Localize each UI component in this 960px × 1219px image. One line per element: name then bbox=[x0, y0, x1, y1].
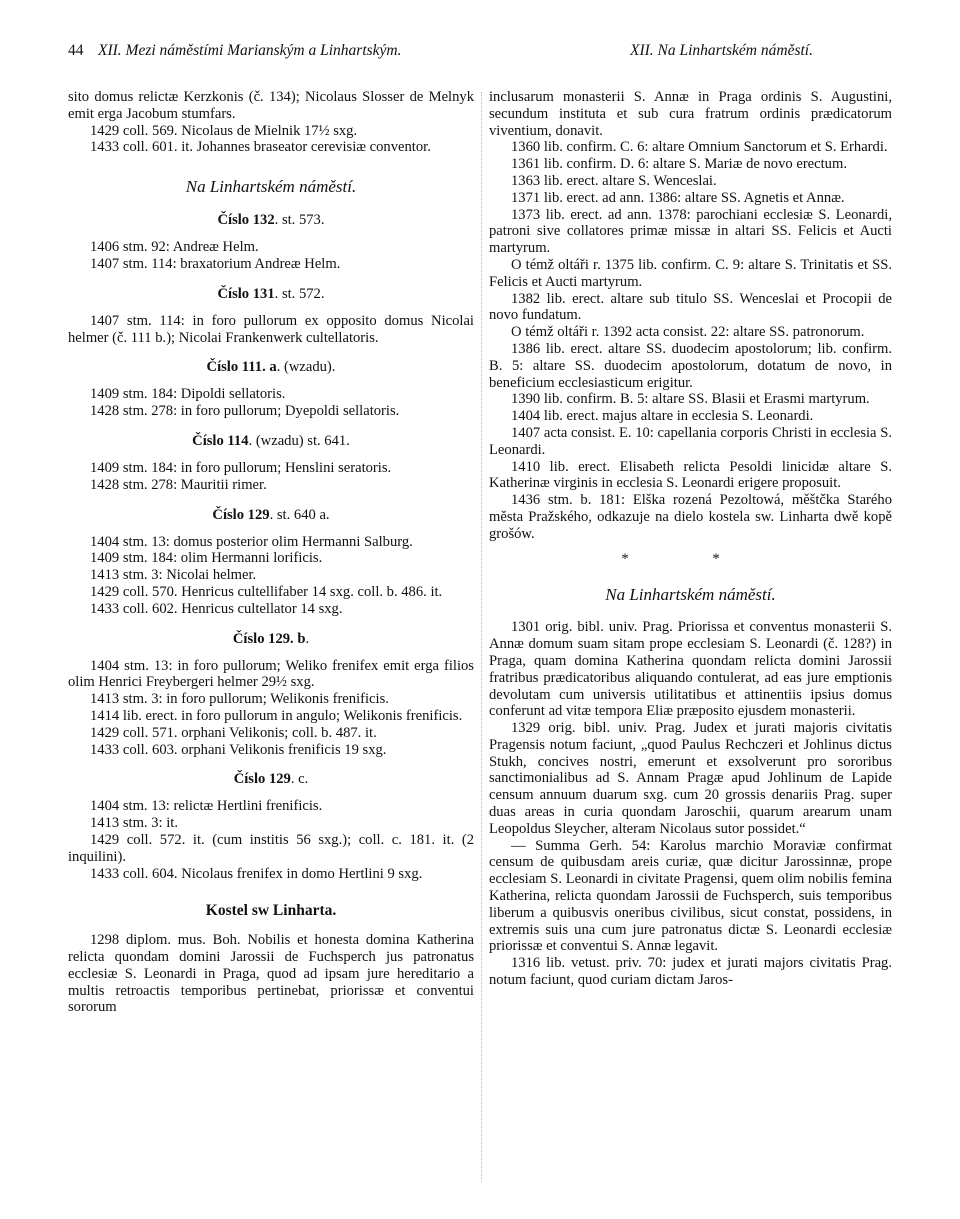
entry: 1433 coll. 604. Nicolaus frenifex in domo Hertlini 9 sxg. bbox=[90, 865, 423, 882]
entry: 1382 lib. erect. altare sub titulo SS. Wenceslai et Procopii de novo fundatum. bbox=[489, 290, 892, 324]
entry: 1429 coll. 570. Henricus cultellifaber 14 sxg. coll. b. 486. it. bbox=[90, 583, 443, 600]
entry: 1404 lib. erect. majus altare in ecclesia S. Leonardi. bbox=[511, 408, 814, 425]
house-number: Číslo 129. b bbox=[232, 630, 306, 647]
entry: 1407 stm. 114: braxatorium Andreæ Helm. bbox=[90, 255, 341, 272]
entry: 1406 stm. 92: Andreæ Helm. bbox=[90, 239, 259, 256]
house-number-heading bbox=[68, 432, 474, 450]
page-number: 44 bbox=[68, 42, 84, 59]
house-number: Číslo 111. a bbox=[206, 359, 277, 376]
house-number-rest: . st. 573. bbox=[274, 212, 325, 229]
house-number: Číslo 114 bbox=[192, 432, 249, 449]
entry: — Summa Gerh. 54: Karolus marchio Moraviæ confirmat censum de quibusdam areis curiæ, quæ dicitur Jarossinnæ, prope ecclesiam S. Leonardi in civitate Pragensi, quem olim nobilis femina Katherina, relicta quondam Jarossii de Fuchsperch, suis temporibus liberum a quibusvis oneribus civilibus, sicut constat, possidens, in extremis suis una cum jure patronatus dictæ S. Leonardi ecclesiæ priorissæ et conventui S. Annæ legavit. bbox=[489, 837, 892, 955]
text-paragraph: 1433 coll. 601. it. Johannes braseator cerevisiæ conventor. bbox=[90, 139, 431, 156]
entry: 1361 lib. confirm. D. 6: altare S. Mariæ de novo erectum. bbox=[511, 156, 847, 173]
entry: 1407 acta consist. E. 10: capellania corporis Christi in ecclesia S. Leonardi. bbox=[489, 424, 892, 458]
entry: O témž oltáři r. 1375 lib. confirm. C. 9: altare S. Trinitatis et SS. Felicis et Aucti martyrum. bbox=[489, 256, 892, 290]
entry: 1404 stm. 13: in foro pullorum; Weliko frenifex emit erga filios olim Henrici Freybergeri helmer 29½ sxg. bbox=[68, 657, 474, 691]
entry: O témž oltáři r. 1392 acta consist. 22: altare SS. patronorum. bbox=[511, 324, 865, 341]
house-number-rest: . st. 640 a. bbox=[269, 506, 330, 523]
entry: 1428 stm. 278: in foro pullorum; Dyepoldi sellatoris. bbox=[90, 403, 400, 420]
section-title: Na Linhartském náměstí. bbox=[605, 585, 776, 605]
entry: 1407 stm. 114: in foro pullorum ex opposito domus Nicolai helmer (č. 111 b.); Nicolai Frankenwerk cultellatoris. bbox=[68, 312, 474, 346]
house-number-heading bbox=[68, 358, 474, 376]
entry: 1373 lib. erect. ad ann. 1378: parochiani ecclesiæ S. Leonardi, patroni sive collatores primæ missæ in altari SS. Felicis et Aucti martyrum. bbox=[489, 206, 892, 257]
entry: 1413 stm. 3: Nicolai helmer. bbox=[90, 567, 257, 584]
entry: 1404 stm. 13: relictæ Hertlini frenificis. bbox=[90, 798, 323, 815]
house-number-heading bbox=[68, 770, 474, 788]
entry: 1433 coll. 602. Henricus cultellator 14 sxg. bbox=[90, 600, 343, 617]
entry: 1301 orig. bibl. univ. Prag. Priorissa et conventus monasterii S. Annæ domum suam sitam prope ecclesiam S. Leonardi (č. 128?) in Praga, quam domina Katherina quondam relicta domini Jarossii fratribus prædicatoribus aliquando contulerat, ad eas jure emptionis devolutam cum universis utilitatibus et attinentiis ipsius domus conferunt ad vitæ tempora Eliæ præposito ejusdem monasterii. bbox=[489, 619, 892, 720]
right-running-title: XII. Na Linhartském náměstí. bbox=[630, 42, 813, 59]
house-number: Číslo 131 bbox=[217, 285, 275, 302]
entry: 1409 stm. 184: in foro pullorum; Henslini seratoris. bbox=[90, 459, 392, 476]
entry: 1409 stm. 184: Dipoldi sellatoris. bbox=[90, 386, 286, 403]
entry: 1414 lib. erect. in foro pullorum in angulo; Welikonis frenificis. bbox=[90, 707, 463, 724]
entry: 1329 orig. bibl. univ. Prag. Judex et jurati majoris civitatis Pragensis notum faciunt, „quod Paulus Rechczeri et Johlinus dictus Stukh, concives nostri, emerunt et exsolverunt pro sororibus sanctimonialibus ad S. Annam Pragæ apud Johlinum de Lapide censum annuum duarum sxg. cum 20 grossis denariis Prag. super duas areas in curia quondam Jaroschii, quarum arearum unam Leopoldus Sleycher, alteram Nicolaus sutor possidet.“ bbox=[489, 720, 892, 837]
entry: 1371 lib. erect. ad ann. 1386: altare SS. Agnetis et Annæ. bbox=[511, 189, 845, 206]
entry: 1316 lib. vetust. priv. 70: judex et jurati majors civitatis Prag. notum faciunt, quod curiam dictam Jaros- bbox=[489, 955, 892, 989]
entry: 1410 lib. erect. Elisabeth relicta Pesoldi linicidæ altare S. Katherinæ virginis in ecclesia S. Leonardi erigere proposuit. bbox=[489, 458, 892, 492]
entry: 1360 lib. confirm. C. 6: altare Omnium Sanctorum et S. Erhardi. bbox=[511, 139, 888, 156]
text-paragraph: 1429 coll. 569. Nicolaus de Mielnik 17½ sxg. bbox=[90, 122, 358, 139]
entry: inclusarum monasterii S. Annæ in Praga ordinis S. Augustini, secundum instituta et sub cura fratrum ordinis prædicatorum viventium, donavit. bbox=[489, 89, 892, 139]
entry: 1404 stm. 13: domus posterior olim Hermanni Salburg. bbox=[90, 533, 413, 550]
entry: 1429 coll. 572. it. (cum institis 56 sxg.); coll. c. 181. it. (2 inquilini). bbox=[68, 831, 474, 865]
entry: 1409 stm. 184: olim Hermanni lorificis. bbox=[90, 550, 323, 567]
entry: 1413 stm. 3: it. bbox=[90, 815, 178, 832]
house-number-rest: . c. bbox=[290, 771, 309, 788]
section-title: Na Linhartském náměstí. bbox=[185, 177, 357, 197]
house-number-heading bbox=[68, 211, 474, 229]
entry: 1390 lib. confirm. B. 5: altare SS. Blasii et Erasmi martyrum. bbox=[511, 391, 870, 408]
right-column bbox=[489, 89, 892, 989]
church-heading: Kostel sw Linharta. bbox=[205, 902, 337, 920]
left-running-title: XII. Mezi náměstími Marianským a Linhartským. bbox=[98, 42, 402, 59]
entry: 1433 coll. 603. orphani Velikonis frenificis 19 sxg. bbox=[90, 741, 387, 758]
text-paragraph: sito domus relictæ Kerzkonis (č. 134); Nicolaus Slosser de Melnyk emit erga Jacobum stumfars. bbox=[68, 89, 474, 122]
running-header bbox=[68, 42, 898, 64]
house-number-heading bbox=[68, 630, 474, 648]
left-column bbox=[68, 89, 474, 1016]
entry: 1298 diplom. mus. Boh. Nobilis et honesta domina Katherina relicta quondam domini Jarossii de Fuchsperch jus patronatus ecclesiæ S. Leonardi in Praga, quod ad ipsam jure hereditario a multis retroactis temporibus pertinebat, priorissæ et conventui sororum bbox=[68, 932, 474, 1016]
entry: 1428 stm. 278: Mauritii rimer. bbox=[90, 476, 267, 493]
house-number-heading bbox=[68, 506, 474, 524]
entry: 1363 lib. erect. altare S. Wenceslai. bbox=[511, 172, 717, 189]
entry: 1386 lib. erect. altare SS. duodecim apostolorum; lib. confirm. B. 5: altare SS. duodecim apostolorum, dotatum de novo, in beneficium ecclesiasticum erigitur. bbox=[489, 340, 892, 391]
entry: 1429 coll. 571. orphani Velikonis; coll. b. 487. it. bbox=[90, 724, 377, 741]
house-number-rest: . (wzadu) st. 641. bbox=[248, 432, 350, 449]
house-number-rest: . bbox=[305, 630, 310, 647]
house-number-heading bbox=[68, 285, 474, 303]
house-number: Číslo 132 bbox=[217, 212, 275, 229]
house-number-rest: . (wzadu). bbox=[276, 359, 336, 376]
house-number: Číslo 129 bbox=[212, 506, 270, 523]
section-separator: * * bbox=[621, 550, 760, 567]
house-number: Číslo 129 bbox=[233, 771, 291, 788]
entry: 1436 stm. b. 181: Elška rozená Pezoltowá, měštčka Starého města Pražského, odkazuje na dielo kostela sw. Linharta dwě kopě grošów. bbox=[489, 492, 892, 542]
column-divider bbox=[481, 92, 482, 1182]
entry: 1413 stm. 3: in foro pullorum; Welikonis frenificis. bbox=[90, 691, 389, 708]
house-number-rest: . st. 572. bbox=[274, 285, 325, 302]
